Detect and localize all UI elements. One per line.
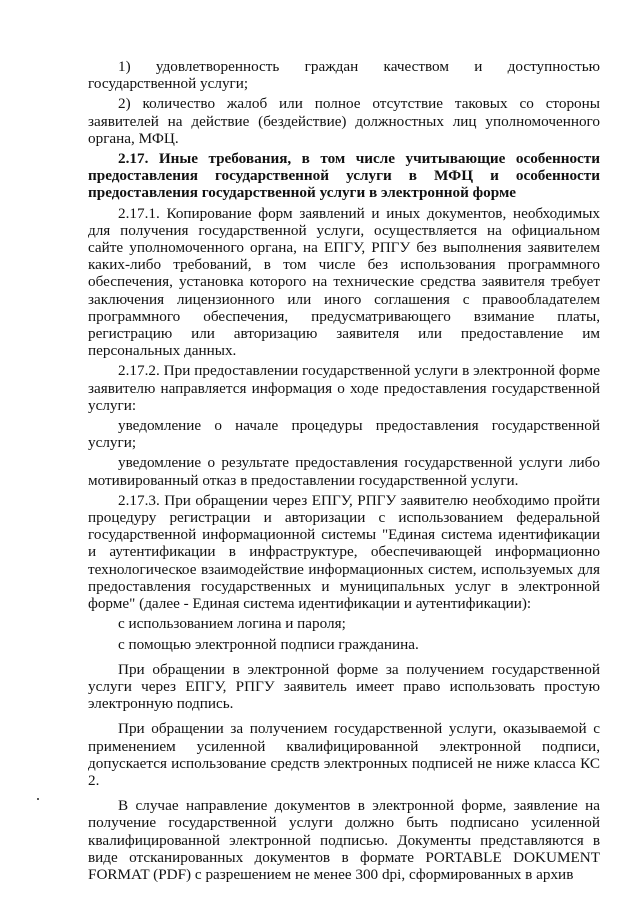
document-body <box>88 58 600 883</box>
paragraph-2-17-2: 2.17.2. При предоставлении государственной услуги в электронной форме заявителю направляется информация о ходе предоставления государственной услуги: <box>88 362 600 414</box>
section-heading-2-17: 2.17. Иные требования, в том числе учитывающие особенности предоставления государственной услуги в МФЦ и особенности предоставления государственной услуги в электронной форме <box>88 150 600 202</box>
paragraph-2-17-3: 2.17.3. При обращении через ЕПГУ, РПГУ заявителю необходимо пройти процедуру регистрации и авторизации с использованием федеральной государственной информационной системы "Единая система идентификации и аутентификации в инфраструктуре, обеспечивающей информационно технологическое взаимодействие информационных систем, используемых для предоставления государственных и муниципальных услуг в электронной форме" (далее - Единая система идентификации и аутентификации): <box>88 491 600 613</box>
paragraph-notice-result: уведомление о результате предоставления государственной услуги либо мотивированный отказ в предоставлении государственной услуги. <box>88 454 600 489</box>
paragraph-2-17-1: 2.17.1. Копирование форм заявлений и иных документов, необходимых для получения государственной услуги, осуществляется на официальном сайте уполномоченного органа, на ЕПГУ, РПГУ без выполнения заявителем каких-либо требований, в том числе без использования программного обеспечения, установка которого на технические средства заявителя требует заключения лицензионного или иного соглашения с правообладателем программного обеспечения, предусматривающего взимание платы, регистрацию или авторизацию заявителя или предоставление им персональных данных. <box>88 204 600 360</box>
paragraph-qualified-signature: При обращении за получением государственной услуги, оказываемой с применением усиленной квалифицированной электронной подписи, допускается использование средств электронных подписей не ниже класса КС 2. <box>88 720 600 789</box>
scan-speck <box>37 798 39 800</box>
paragraph-login-password: с использованием логина и пароля; <box>118 615 346 633</box>
paragraph-electronic-signature: с помощью электронной подписи гражданина. <box>118 635 419 653</box>
paragraph-item-2: 2) количество жалоб или полное отсутствие таковых со стороны заявителей на действие (бездействие) должностных лиц уполномоченного органа, МФЦ. <box>88 95 600 147</box>
paragraph-item-1: 1) удовлетворенность граждан качеством и доступностью государственной услуги; <box>88 58 600 93</box>
paragraph-simple-signature: При обращении в электронной форме за получением государственной услуги через ЕПГУ, РПГУ заявитель имеет право использовать простую электронную подпись. <box>88 660 600 713</box>
paragraph-notice-start: уведомление о начале процедуры предоставления государственной услуги; <box>88 417 600 452</box>
paragraph-electronic-documents: В случае направление документов в электронной форме, заявление на получение государственной услуги должно быть подписано усиленной квалифицированной электронной подписью. Документы представляются в виде отсканированных документов в формате PORTABLE DOKUMENT FORMAT (PDF) с разрешением не менее 300 dpi, сформированных в архив <box>88 797 600 883</box>
